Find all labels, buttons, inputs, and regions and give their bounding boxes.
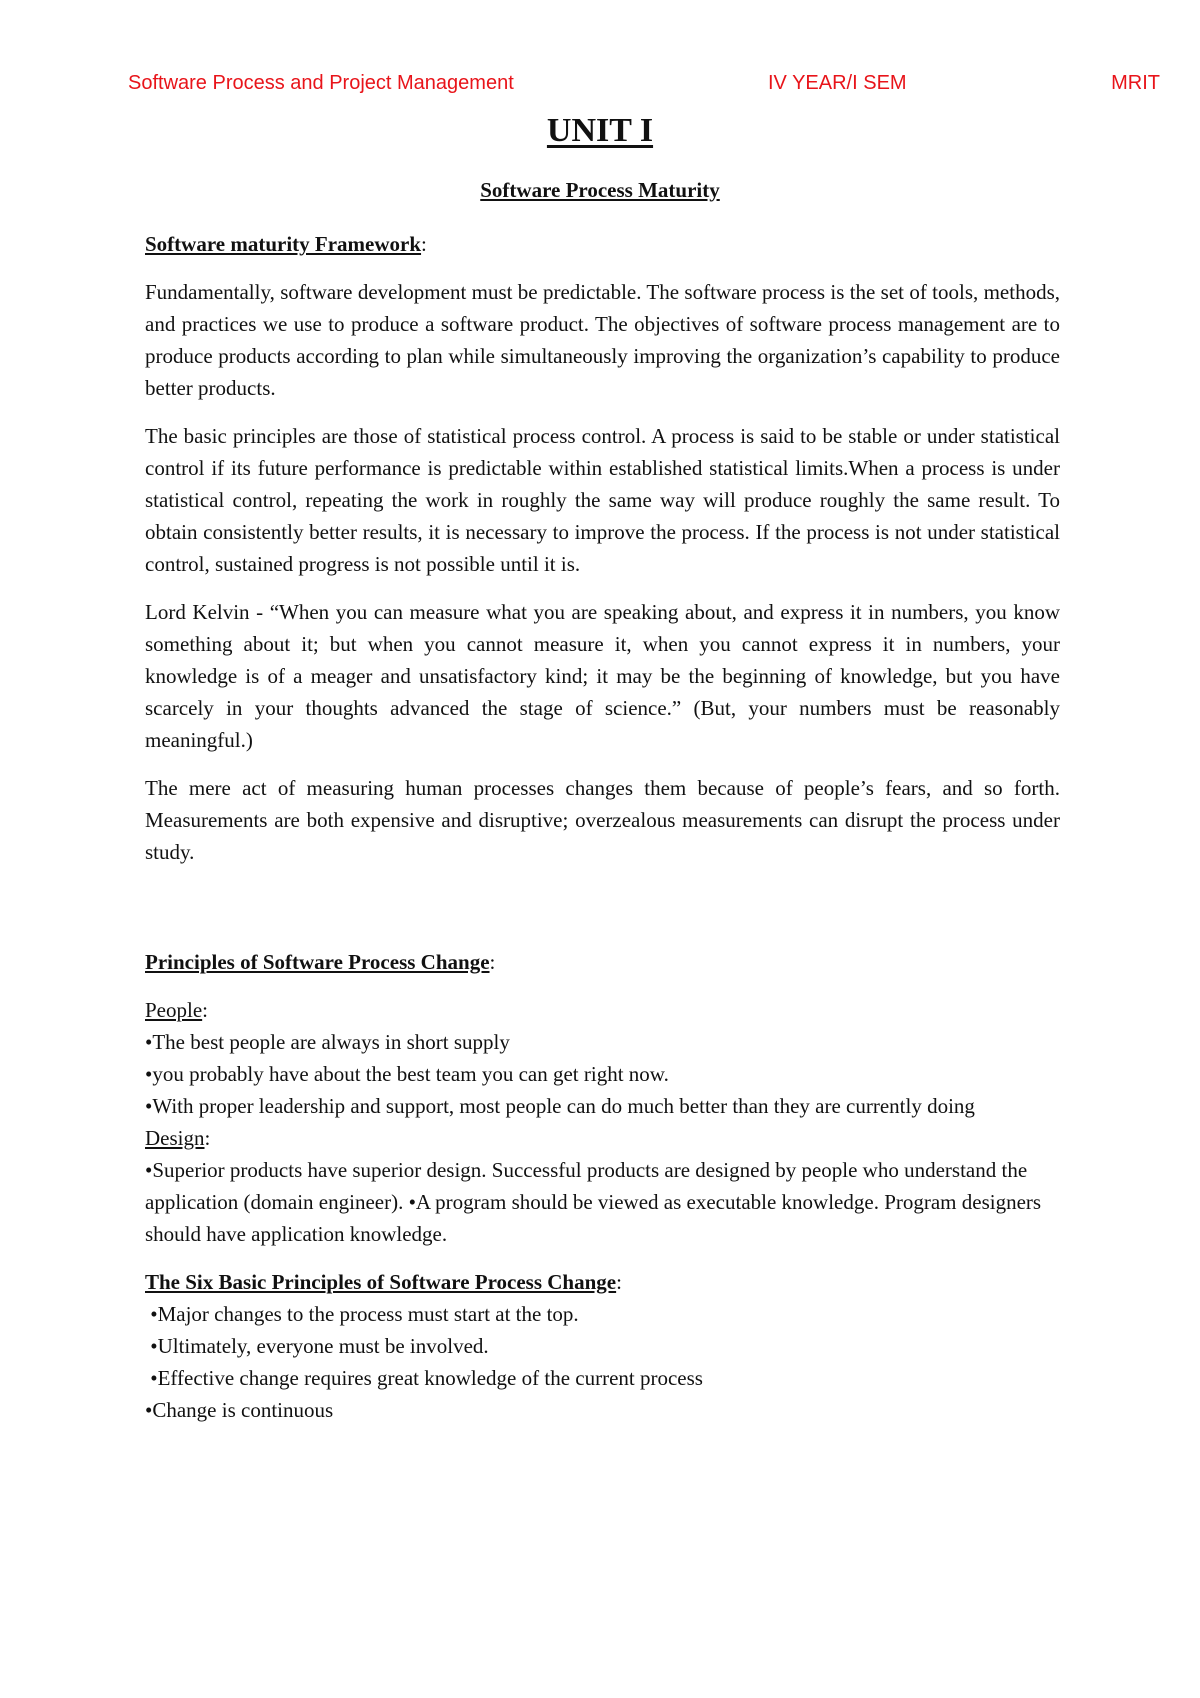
paragraph-statistical-control: The basic principles are those of statistical process control. A process is said to be stable or under statistical control if its future performance is predictable within established statistical limits.When a process is under statistical control, repeating the work in roughly the same way will produce roughly the same result. To obtain consistently better results, it is necessary to improve the process. If the process is not under statistical control, sustained progress is not possible until it is. [145, 424, 1060, 576]
heading-text: Principles of Software Process Change [145, 950, 490, 974]
list-item: •Change is continuous [145, 1398, 334, 1422]
header-course-title: Software Process and Project Management [128, 72, 514, 94]
page-header [128, 72, 1160, 104]
list-item: •With proper leadership and support, most people can do much better than they are currently doing [145, 1094, 975, 1118]
section-heading-process-change [145, 946, 1060, 978]
list-item: •The best people are always in short supply [145, 1030, 510, 1054]
heading-colon: : [421, 232, 427, 256]
unit-title: UNIT I [546, 112, 654, 149]
people-label: People [145, 998, 203, 1022]
document-body [145, 228, 1060, 1426]
design-colon: : [204, 1126, 211, 1150]
heading-text: The Six Basic Principles of Software Process Change [145, 1270, 617, 1294]
paragraph-predictable: Fundamentally, software development must be predictable. The software process is the set of tools, methods, and practices we use to produce a software product. The objectives of software process management are to produce products according to plan while simultaneously improving the organization’s capability to produce better products. [145, 280, 1060, 400]
list-item: •Effective change requires great knowledge of the current process [145, 1366, 703, 1390]
list-item: •you probably have about the best team you can get right now. [145, 1062, 669, 1086]
spacer [145, 1250, 1060, 1266]
header-college: MRIT [1111, 72, 1160, 94]
document-subtitle: Software Process Maturity [480, 178, 720, 202]
section-heading-six-principles [145, 1266, 1060, 1298]
people-label-line [145, 994, 1060, 1026]
section-heading-maturity-framework [145, 228, 1060, 260]
heading-text: Software maturity Framework [145, 232, 422, 256]
heading-colon: : [616, 1270, 622, 1294]
design-text: •Superior products have superior design. Successful products are designed by people who understand the application (domain engineer). •A program should be viewed as executable knowledge. Program designers should have application knowledge. [145, 1158, 1042, 1246]
list-item: •Ultimately, everyone must be involved. [145, 1334, 489, 1358]
paragraph-lord-kelvin-quote: Lord Kelvin - “When you can measure what you are speaking about, and express it in numbers, you know something about it; but when you cannot measure it, when you cannot express it in numbers, your knowledge is of a meager and unsatisfactory kind; it may be the beginning of knowledge, but you have scarcely in your thoughts advanced the stage of science.” (But, your numbers must be reasonably meaningful.) [145, 600, 1060, 752]
paragraph-measuring: The mere act of measuring human processes changes them because of people’s fears, and so forth. Measurements are both expensive and disruptive; overzealous measurements can disrupt the process under study. [145, 776, 1060, 864]
design-label: Design [145, 1126, 205, 1150]
people-colon: : [202, 998, 208, 1022]
list-item: •Major changes to the process must start at the top. [145, 1302, 579, 1326]
header-year-semester: IV YEAR/I SEM [768, 72, 907, 94]
spacer [145, 884, 1060, 946]
heading-colon: : [489, 950, 496, 974]
design-label-line [145, 1122, 1060, 1154]
